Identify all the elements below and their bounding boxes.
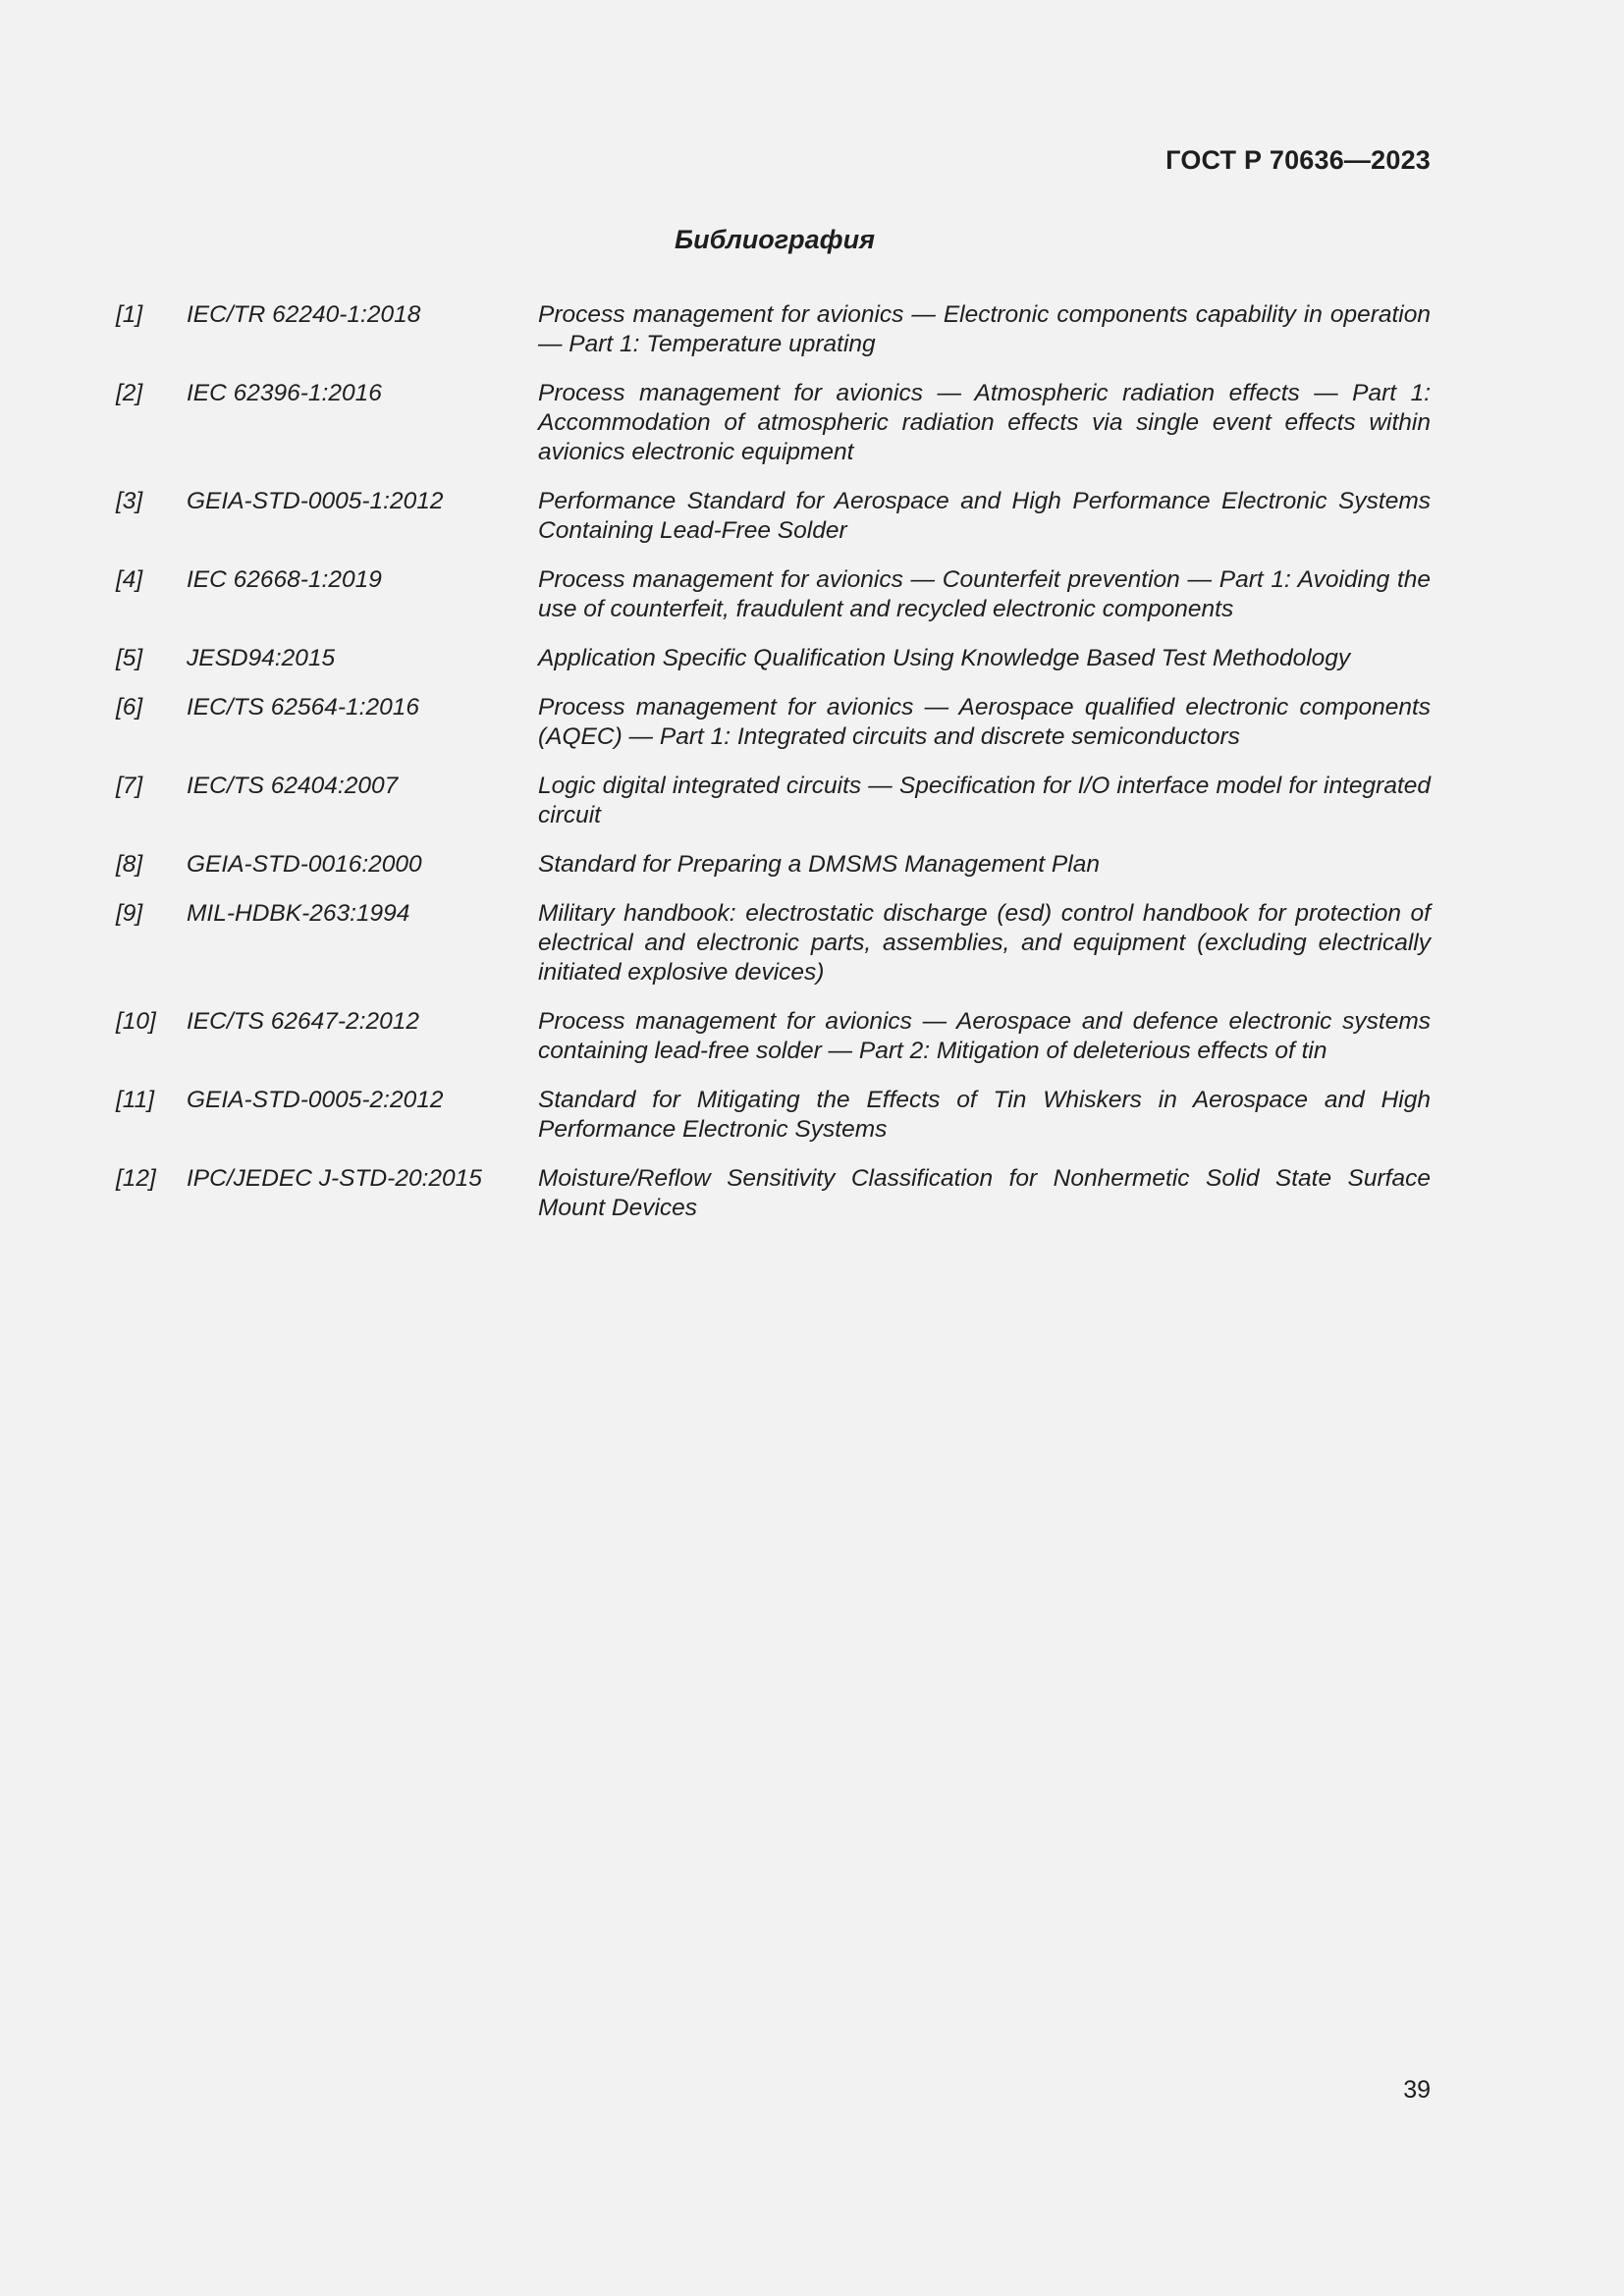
bibliography-entry [116,1086,1431,1145]
bibliography-entry [116,1164,1431,1223]
bibliography-entry [116,565,1431,624]
bibliography-entry [116,300,1431,359]
bibliography-entry [116,693,1431,752]
bibliography-entry [116,899,1431,988]
entry-number: [2] [116,380,143,406]
entry-standard-code: IEC 62668-1:2019 [187,566,382,593]
page-number: 39 [1403,2076,1431,2104]
entry-number: [11] [116,1087,155,1113]
entry-number: [5] [116,645,143,671]
bibliography-entry [116,487,1431,546]
entry-standard-code: IPC/JEDEC J-STD-20:2015 [187,1165,482,1192]
entry-title: Standard for Mitigating the Effects of Tin Whiskers in Aerospace and High Performance Electronic Systems [538,1087,1431,1143]
entry-title: Logic digital integrated circuits — Specification for I/O interface model for integrated circuit [538,773,1431,828]
entry-number: [3] [116,488,143,514]
entry-title: Process management for avionics — Atmospheric radiation effects — Part 1: Accommodation of atmospheric radiation effects via single event effects within avionics electronic equipment [538,380,1431,465]
entry-number: [8] [116,851,143,878]
entry-number: [9] [116,900,143,927]
entry-standard-code: MIL-HDBK-263:1994 [187,900,410,927]
bibliography-entry [116,644,1431,673]
entry-title: Performance Standard for Aerospace and High Performance Electronic Systems Containing Lead-Free Solder [538,488,1431,544]
entry-title: Process management for avionics — Aerospace qualified electronic components (AQEC) — Part 1: Integrated circuits and discrete semiconductors [538,694,1431,750]
entry-title: Moisture/Reflow Sensitivity Classification for Nonhermetic Solid State Surface Mount Devices [538,1165,1431,1221]
entry-number: [6] [116,694,143,721]
bibliography-entry [116,379,1431,467]
entry-number: [1] [116,301,143,328]
bibliography-entry [116,1007,1431,1066]
entry-number: [7] [116,773,143,799]
entry-title: Application Specific Qualification Using Knowledge Based Test Methodology [538,645,1351,671]
entry-number: [10] [116,1008,156,1035]
entry-standard-code: GEIA-STD-0005-2:2012 [187,1087,444,1113]
document-code: ГОСТ Р 70636—2023 [1165,145,1431,175]
entry-standard-code: IEC/TS 62404:2007 [187,773,399,799]
bibliography-entry [116,772,1431,830]
bibliography-title: Библиография [675,225,875,254]
entry-standard-code: GEIA-STD-0016:2000 [187,851,422,878]
entry-title: Process management for avionics — Aerospace and defence electronic systems containing lead-free solder — Part 2: Mitigation of deleterious effects of tin [538,1008,1431,1064]
entry-title: Process management for avionics — Counterfeit prevention — Part 1: Avoiding the use of counterfeit, fraudulent and recycled electronic components [538,566,1431,622]
entry-title: Standard for Preparing a DMSMS Management Plan [538,851,1100,878]
entry-title: Process management for avionics — Electronic components capability in operation — Part 1: Temperature uprating [538,301,1431,357]
entry-number: [12] [116,1165,156,1192]
entry-standard-code: IEC 62396-1:2016 [187,380,382,406]
entry-number: [4] [116,566,143,593]
entry-standard-code: JESD94:2015 [187,645,336,671]
entry-standard-code: IEC/TR 62240-1:2018 [187,301,421,328]
entry-standard-code: GEIA-STD-0005-1:2012 [187,488,444,514]
entry-standard-code: IEC/TS 62564-1:2016 [187,694,419,721]
entry-standard-code: IEC/TS 62647-2:2012 [187,1008,419,1035]
bibliography-list [116,300,1431,1243]
bibliography-entry [116,850,1431,880]
entry-title: Military handbook: electrostatic discharge (esd) control handbook for protection of electrical and electronic parts, assemblies, and equipment (excluding electrically initiated explosive devices) [538,900,1431,986]
